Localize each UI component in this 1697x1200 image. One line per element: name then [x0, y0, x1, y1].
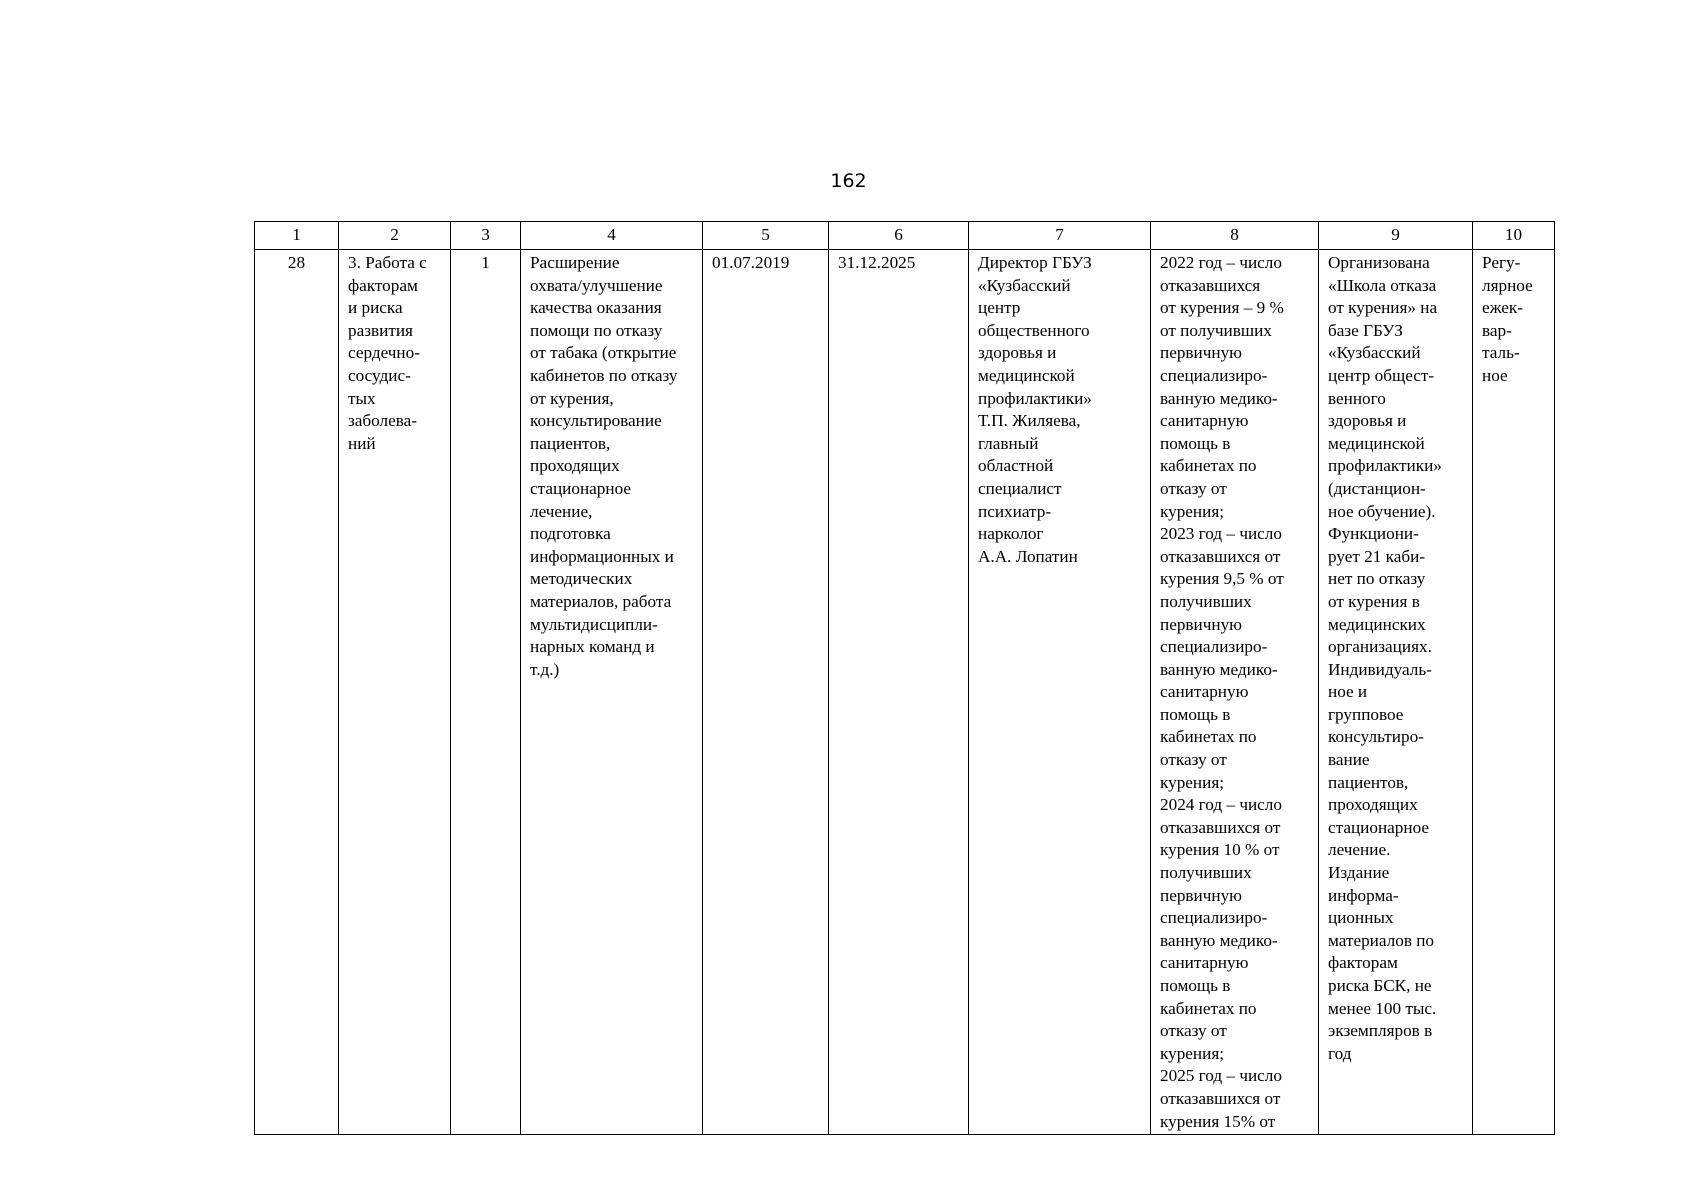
- table-row: [255, 250, 1555, 1135]
- column-header: 1: [255, 222, 339, 250]
- end-date-cell: 31.12.2025: [829, 250, 969, 1135]
- row-number-cell: 28: [255, 250, 339, 1135]
- responsible-person-cell: Директор ГБУЗ «Кузбасский центр общественного здоровья и медицинской профилактики» Т.П. Жиляева, главный областной специалист психиатр- нарколог А.А. Лопатин: [969, 250, 1151, 1135]
- measures-table: [254, 221, 1555, 1135]
- column-header: 8: [1151, 222, 1319, 250]
- start-date-cell: 01.07.2019: [703, 250, 829, 1135]
- results-cell: Организована «Школа отказа от курения» на базе ГБУЗ «Кузбасский центр общест- венного здоровья и медицинской профилактики» (дистанцион- ное обучение). Функциони- рует 21 каби- нет по отказу от курения в медицинских организациях. Индивидуаль- ное и групповое консультиро- вание пациентов, проходящих стационарное лечение. Издание информа- ционных материалов по факторам риска БСК, не менее 100 тыс. экземпляров в год: [1319, 250, 1473, 1135]
- column-header: 2: [339, 222, 451, 250]
- column-header: 10: [1473, 222, 1555, 250]
- column-header: 3: [451, 222, 521, 250]
- target-indicators-cell: 2022 год – число отказавшихся от курения – 9 % от получивших первичную специализиро- ванную медико- санитарную помощь в кабинетах по отказу от курения; 2023 год – число отказавшихся от курения 9,5 % от получивших первичную специализиро- ванную медико- санитарную помощь в кабинетах по отказу от курения; 2024 год – число отказавшихся от курения 10 % от получивших первичную специализиро- ванную медико- санитарную помощь в кабинетах по отказу от курения; 2025 год – число отказавшихся от курения 15% от: [1151, 250, 1319, 1135]
- measure-description-cell: Расширение охвата/улучшение качества оказания помощи по отказу от табака (открытие кабинетов по отказу от курения, консультирование пациентов, проходящих стационарное лечение, подготовка информационных и методических материалов, работа мультидисципли- нарных команд и т.д.): [521, 250, 703, 1135]
- column-header: 9: [1319, 222, 1473, 250]
- item-number-cell: 1: [451, 250, 521, 1135]
- table-header-row: [255, 222, 1555, 250]
- section-name-cell: 3. Работа с факторам и риска развития сердечно- сосудис- тых заболева- ний: [339, 250, 451, 1135]
- page-number: 162: [830, 170, 867, 192]
- column-header: 4: [521, 222, 703, 250]
- column-header: 7: [969, 222, 1151, 250]
- column-header: 6: [829, 222, 969, 250]
- column-header: 5: [703, 222, 829, 250]
- frequency-cell: Регу- лярное ежек- вар- таль- ное: [1473, 250, 1555, 1135]
